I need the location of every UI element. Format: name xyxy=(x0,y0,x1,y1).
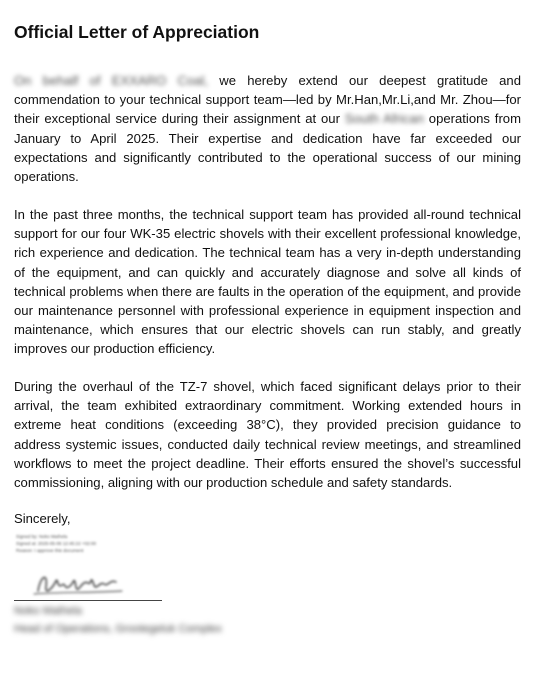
digital-signature-line: Reason: I approve this document xyxy=(16,548,84,553)
handwritten-signature xyxy=(30,565,130,601)
closing-salutation: Sincerely, xyxy=(14,511,71,526)
paragraph-intro xyxy=(14,71,521,186)
digital-signature-block xyxy=(16,533,96,554)
digital-signature-line: Signed by: Noko Mathela xyxy=(16,534,68,539)
paragraph-support: In the past three months, the technical support team has provided all-round technical support for our four WK-35 electric shovels with their excellent professional knowledge, rich experience and dedication. The technical team has a very in-depth understanding of the equipment, and can quickly and accurately diagnose and solve all kinds of technical problems when there are faults in the operation of the equipment, and provide our maintenance personnel with professional experience in equipment inspection and maintenance, which ensures that our electric shovels can run stably, and greatly improves our production efficiency. xyxy=(14,207,521,357)
redacted-company-text: On behalf of EXXARO Coal, xyxy=(14,73,209,88)
signer-name: Noko Mathela xyxy=(14,605,82,617)
digital-signature-line: Signed at: 2025-05-06 12:45:22 +02:00 xyxy=(16,541,97,546)
paragraph-overhaul: During the overhaul of the TZ-7 shovel, which faced significant delays prior to their arrival, the team exhibited extraordinary commitment. Working extended hours in extreme heat conditions (exceeding 38°C), they provided precision guidance to address systemic issues, conducted daily technical review meetings, and streamlined workflows to meet the project deadline. Their efforts ensured the shovel’s successful commissioning, aligning with our production schedule and safety standards. xyxy=(14,379,521,491)
signer-title: Head of Operations, Grootegeluk Complex xyxy=(14,623,222,635)
signature-line xyxy=(14,600,162,601)
letter-title: Official Letter of Appreciation xyxy=(14,22,260,42)
paragraph-intro-text-2: operations from January to April 2025. Their expertise and dedication have far exceeded our expectations and significantly contributed to the operational success of our mining operations. xyxy=(14,111,521,185)
paragraph-intro-text-1: we hereby extend our deepest gratitude and commendation to your technical support team—led by Mr.Han,Mr.Li,and Mr. Zhou—for their exceptional service during their assignment at our xyxy=(14,73,521,127)
redacted-location-text: South African xyxy=(344,111,424,127)
